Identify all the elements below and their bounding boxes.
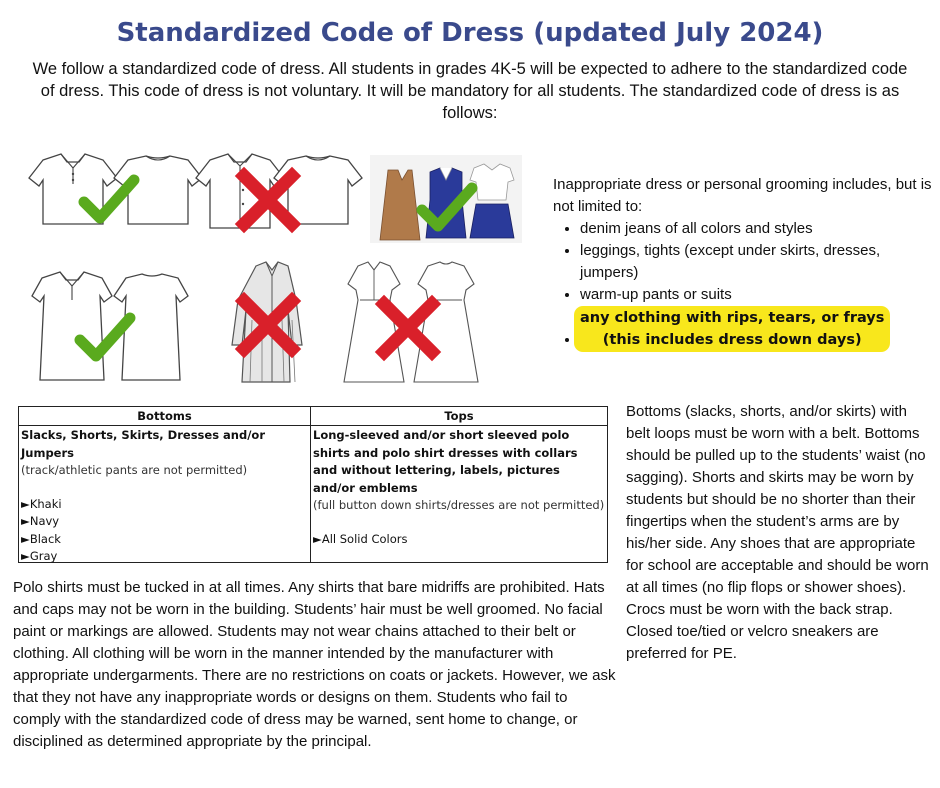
tops-column: [311, 407, 607, 562]
jumper-photo: [370, 155, 522, 243]
polo-dress-front-illustration: [32, 272, 112, 380]
bottoms-color-black: ►Black: [21, 531, 61, 546]
inappropriate-dress-section: [553, 174, 933, 352]
bottoms-paragraph: Bottoms (slacks, shorts, and/or skirts) with belt loops must be worn with a belt. Bottoms should be pulled up to the students’ waist (no sagging). Shorts and skirts may be worn by students but should be no shorter than their fingertips when the student’s arms are by his/her side. Any shoes that are appropriate for school are acceptable and should be worn at all times (no flip flops or shower shoes). Crocs must be worn with the back strap. Closed toe/tied or velcro sneakers are preferred for PE.: [626, 403, 929, 662]
polo-paragraph: Polo shirts must be tucked in at all times. Any shirts that bare midriffs are prohibited. Hats and caps may not be worn in the building. Students’ hair must be well groomed. No facial paint or markings are allowed. Students may not wear chains attached to their belt or clothing. All clothing will be worn in the manner intended by the manufacturer with appropriate undergarments. There are no restrictions on coats or jackets. However, we ask that they not have any inappropriate words or designs on them. Students who fail to comply with the standardized code of dress may be warned, sent home to change, or disciplined as determined appropriate by the principal.: [13, 579, 616, 750]
bottoms-note: (track/athletic pants are not permitted): [21, 463, 248, 477]
highlight-line-2: (this includes dress down days): [602, 332, 862, 348]
bottoms-color-navy: ►Navy: [21, 514, 60, 528]
page-title: Standardized Code of Dress (updated July 2024): [116, 18, 824, 48]
tops-colors: ►All Solid Colors: [313, 531, 408, 546]
bottoms-column: [19, 407, 311, 562]
intro-paragraph: We follow a standardized code of dress. All students in grades 4K-5 will be expected to adhere to the standardized code of dress. This code of dress is not voluntary. It will be mandatory for all students. The standardized code of dress is as follows:: [32, 60, 908, 122]
inappropriate-list: [553, 218, 933, 352]
inappropriate-heading: Inappropriate dress or personal grooming includes, but is not limited to:: [553, 176, 932, 215]
bottoms-color-gray: ►Gray: [21, 549, 58, 563]
list-item: • denim jeans of all colors and styles: [580, 218, 933, 240]
bottoms-title: Slacks, Shorts, Skirts, Dresses and/or Jumpers: [21, 428, 265, 460]
bottoms-header: Bottoms: [19, 407, 310, 426]
highlight-line-1: any clothing with rips, tears, or frays: [580, 310, 885, 326]
tops-header: Tops: [311, 407, 607, 426]
tops-title: Long-sleeved and/or short sleeved polo shirts and polo shirt dresses with collars and without lettering, labels, pictures and/or emblems: [313, 428, 578, 495]
list-item: • leggings, tights (except under skirts, dresses, jumpers): [580, 240, 933, 284]
list-item: • warm-up pants or suits: [580, 284, 933, 306]
tops-note: (full button down shirts/dresses are not permitted): [313, 498, 605, 512]
dress-code-table: [18, 406, 608, 563]
bottoms-color-khaki: ►Khaki: [21, 496, 62, 511]
list-item-highlighted: [580, 306, 933, 352]
shirt-dress-back-illustration: [414, 262, 478, 382]
highlighted-note: [574, 306, 890, 352]
